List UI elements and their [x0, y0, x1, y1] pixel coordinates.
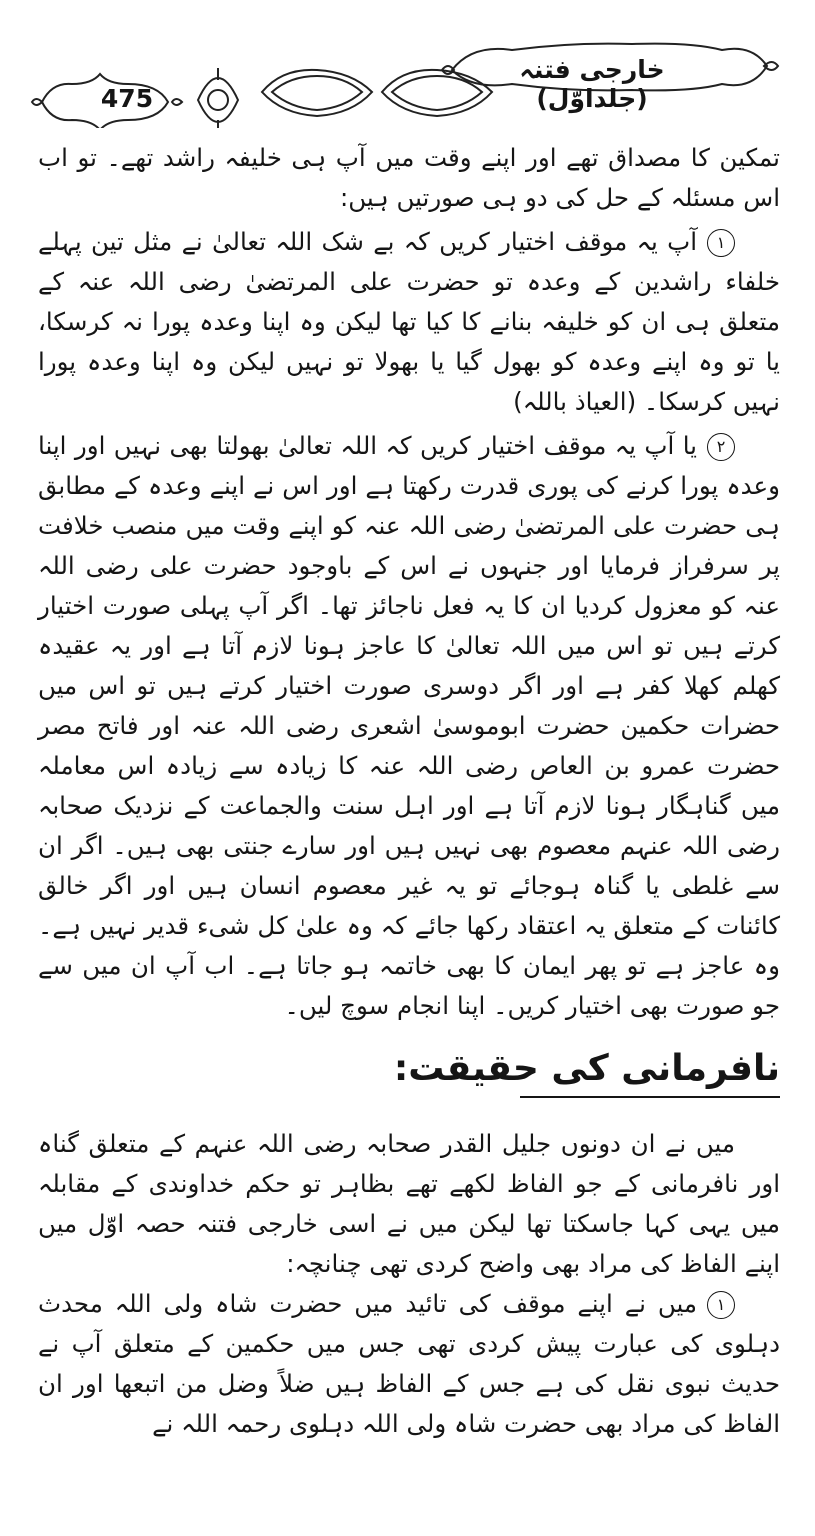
paragraph-point-1	[38, 1284, 780, 1444]
page-header	[22, 40, 797, 128]
page-number: 475	[100, 84, 154, 113]
section-heading-block	[38, 1046, 780, 1098]
item-number-badge: ١	[707, 229, 735, 257]
paragraph-point-1-text: میں نے اپنے موقف کی تائید میں حضرت شاہ ولی اللہ محدث دہلوی کی عبارت پیش کردی تھی جس میں حکمین کے متعلق آپ نے حدیث نبوی نقل کی ہے جس کے الفاظ ہیں ضلاً وضل من اتبعھا اور ان الفاظ کی مراد بھی حضرت شاہ ولی اللہ دہلوی رحمہ اللہ نے	[38, 1289, 780, 1438]
paragraph-option-2	[38, 426, 780, 1026]
body-text	[38, 138, 780, 1444]
item-number-badge: ٢	[707, 433, 735, 461]
paragraph-option-1-text: آپ یہ موقف اختیار کریں کہ بے شک اللہ تعالیٰ نے مثل تین پہلے خلفاء راشدین کے وعدہ تو حضرت علی المرتضیٰ رضی اللہ عنہ کے متعلق ہی ان کو خلیفہ بنانے کا کیا تھا لیکن وہ اپنا وعدہ پورا نہ کرسکا، یا تو وہ اپنے وعدہ کو بھول گیا یا بھولا تو نہیں لیکن وہ اپنا وعدہ پورا نہیں کرسکا۔ (العیاذ باللہ)	[38, 227, 780, 416]
heading-underline	[520, 1096, 780, 1098]
running-title: خارجی فتنہ (جلداوّل)	[519, 55, 665, 113]
paragraph-intro: تمکین کا مصداق تھے اور اپنے وقت میں آپ ہی خلیفہ راشد تھے۔ تو اب اس مسئلہ کے حل کی دو ہی صورتیں ہیں:	[38, 143, 780, 212]
section-heading: نافرمانی کی حقیقت:	[393, 1048, 780, 1089]
paragraph-option-2-text: یا آپ یہ موقف اختیار کریں کہ اللہ تعالیٰ بھولتا بھی نہیں اور اپنا وعدہ پورا کرنے کی پوری قدرت رکھتا ہے اور اس نے اپنے وعدہ کے مطابق ہی حضرت علی المرتضیٰ رضی اللہ عنہ کو اپنے وقت میں منصب خلافت پر سرفراز فرمایا اور جنہوں نے اس کے باوجود حضرت علی رضی اللہ عنہ کو معزول کردیا ان کا یہ فعل ناجائز تھا۔ اگر آپ پہلی صورت اختیار کرتے ہیں تو اس میں اللہ تعالیٰ کا عاجز ہونا لازم آتا ہے اور یہ عقیدہ کھلم کھلا کفر ہے اور اگر دوسری صورت اختیار کرتے ہیں تو اس میں حضرات حکمین حضرت ابوموسیٰ اشعری رضی اللہ عنہ اور فاتح مصر حضرت عمرو بن العاص رضی اللہ عنہ کا زیادہ سے زیادہ اس معاملہ میں گناہگار ہونا لازم آتا ہے اور اہل سنت والجماعت کے نزدیک صحابہ رضی اللہ عنہم معصوم بھی نہیں ہیں اور سارے جنتی بھی ہیں۔ اگر ان سے غلطی یا گناہ ہوجائے تو یہ غیر معصوم انسان ہیں اور اگر خالق کائنات کے متعلق یہ اعتقاد رکھا جائے کہ وہ علیٰ کل شیء قدیر نہیں ہے۔ وہ عاجز ہے تو پھر ایمان کا بھی خاتمہ ہو جاتا ہے۔ اب آپ ان میں سے جو صورت بھی اختیار کریں۔ اپنا انجام سوچ لیں۔	[38, 431, 780, 1020]
item-number-badge: ١	[707, 1291, 735, 1319]
paragraph-option-1	[38, 222, 780, 422]
paragraph-explanation: میں نے ان دونوں جلیل القدر صحابہ رضی اللہ عنہم کے متعلق گناہ اور نافرمانی کے جو الفاظ لکھے تھے بظاہر تو حکم خداوندی کے مقابلہ میں یہی کہا جاسکتا تھا لیکن میں نے اسی خارجی فتنہ حصہ اوّل میں اپنے الفاظ کی مراد بھی واضح کردی تھی چنانچہ:	[38, 1129, 780, 1278]
